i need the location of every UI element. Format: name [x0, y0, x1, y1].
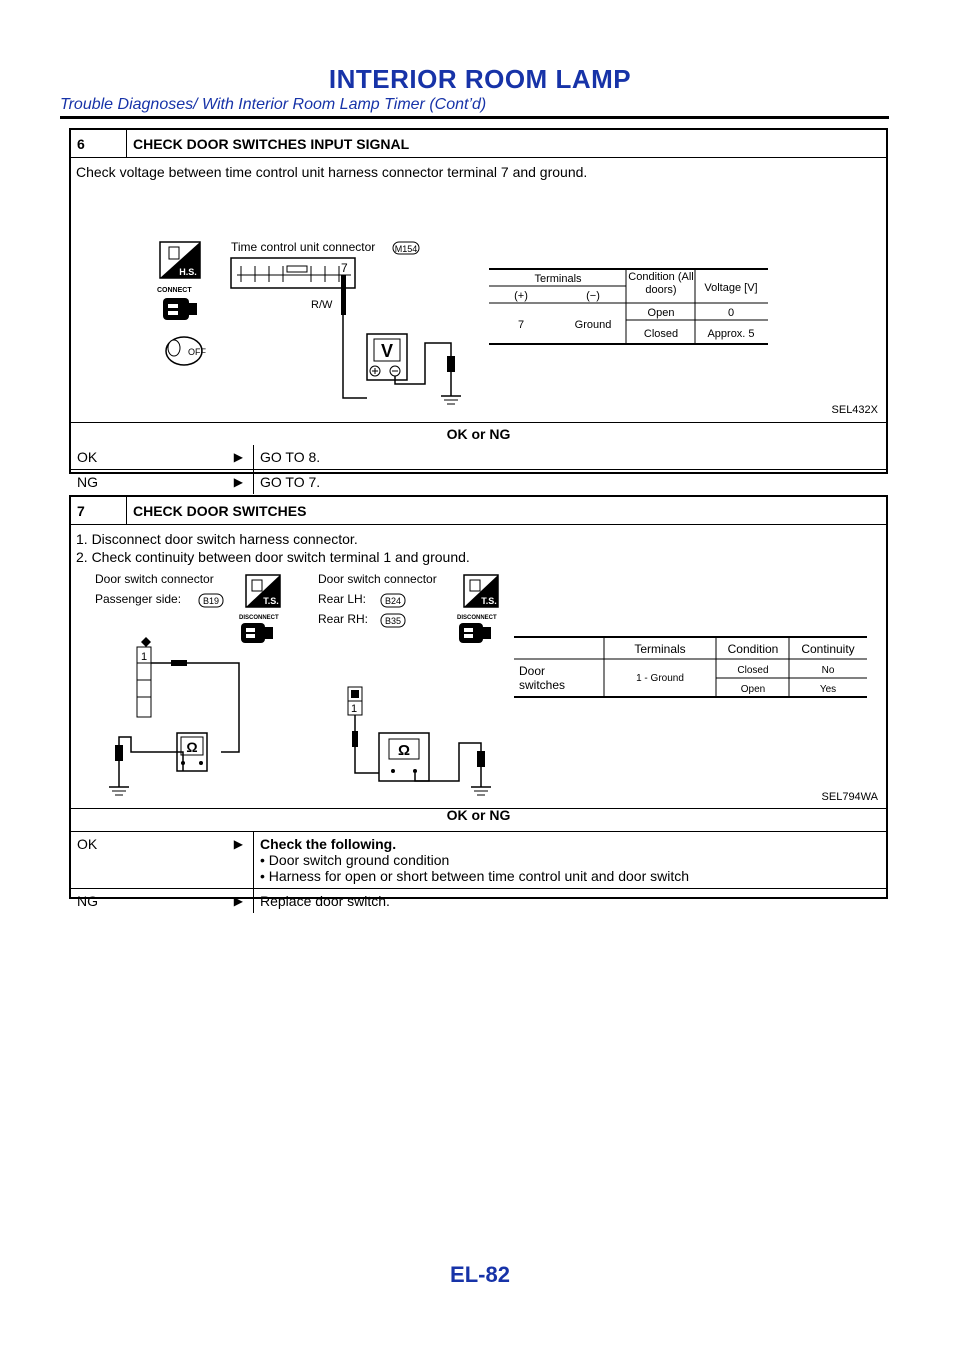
connect-text: CONNECT: [157, 287, 192, 294]
ground-icon: [471, 787, 491, 795]
disconnect-text: DISCONNECT: [239, 615, 279, 621]
step-6-diagram: [71, 158, 886, 418]
td-1-ground: 1 - Ground: [636, 673, 684, 684]
step-7-ok-or-ng: OK or NG: [446, 807, 511, 823]
td-closed: Closed: [643, 328, 679, 340]
ts-icon: [464, 575, 498, 607]
td-closed: Closed: [737, 665, 769, 676]
step-7-body: [71, 525, 886, 809]
th-condition: Condition (All doors): [628, 271, 694, 296]
meter-ohm: Ω: [186, 739, 198, 755]
row-label-switches: switches: [519, 678, 566, 692]
connector-body: [231, 258, 355, 288]
step-7-header: [71, 497, 886, 525]
meter-ohm: Ω: [397, 742, 411, 759]
rear-rh-label: Rear RH:: [318, 612, 369, 626]
ok-bullet-text: Harness for open or short between time control unit and door switch: [268, 868, 690, 884]
header-rule: [60, 116, 889, 119]
wire-color: R/W: [311, 299, 333, 311]
th-terminals: Terminals: [634, 642, 686, 656]
passenger-side-label: Passenger side:: [95, 592, 182, 606]
td-ground: Ground: [574, 319, 612, 331]
th-plus: (+): [514, 290, 528, 302]
voltage-table: [489, 269, 768, 344]
step-6-number: 6: [71, 130, 127, 157]
figure-code-sel794wa: SEL794WA: [821, 791, 878, 803]
figure-code-sel432x: SEL432X: [831, 404, 878, 416]
td-open: Open: [740, 684, 766, 695]
step-6-results: [71, 445, 886, 494]
meter-v: V: [380, 341, 394, 361]
th-continuity: Continuity: [801, 642, 855, 656]
ignition-off-icon: [166, 337, 206, 365]
step-6-box: [69, 128, 888, 490]
result-action: GO TO 8.: [253, 445, 886, 469]
arrow-icon: ▶: [233, 894, 243, 908]
code-b24: B24: [384, 596, 402, 606]
arrow-icon: ▶: [233, 475, 243, 489]
connector-code: M154: [394, 244, 418, 254]
th-condition: Condition: [727, 642, 779, 656]
ok-bullet: • Door switch ground condition: [260, 852, 450, 868]
td-voltage-open: 0: [727, 307, 735, 319]
step-7-box: [69, 495, 888, 909]
voltmeter: [367, 334, 407, 380]
row-label-door: Door: [519, 664, 546, 678]
td-no: No: [821, 665, 835, 676]
ground-icon: [441, 396, 461, 404]
th-minus: (−): [586, 290, 600, 302]
ground-icon: [109, 787, 129, 795]
td-plus-7: 7: [517, 319, 525, 331]
step-6-result-ng: [71, 469, 886, 494]
code-b19: B19: [202, 596, 220, 606]
step-7-result-ng: [71, 888, 886, 913]
result-action: [253, 832, 886, 888]
step-6-title: CHECK DOOR SWITCHES INPUT SIGNAL: [133, 135, 410, 152]
ts-text: T.S.: [263, 596, 279, 606]
connector-label: Time control unit connector: [231, 240, 376, 254]
off-text: OFF: [188, 347, 206, 357]
step-6-header: [71, 130, 886, 158]
step-7-result-ok: [71, 832, 886, 888]
result-key: NG: [77, 893, 98, 909]
result-key: NG: [77, 474, 98, 490]
step-6-body: [71, 158, 886, 442]
left-connector-label: Door switch connector: [95, 572, 214, 586]
arrow-icon: ▶: [233, 837, 243, 851]
continuity-table: [514, 637, 867, 697]
step-7-diagram: [71, 525, 886, 805]
step-6-ok-or-ng: OK or NG: [446, 426, 511, 442]
td-open: Open: [647, 307, 675, 319]
rear-lh-label: Rear LH:: [318, 592, 367, 606]
ok-heading: Check the following.: [260, 836, 397, 852]
disconnect-icon: [459, 623, 491, 643]
terminal-7: 7: [341, 261, 348, 275]
result-key: OK: [77, 836, 98, 852]
right-ohmmeter: [379, 733, 429, 781]
ts-icon: [246, 575, 280, 607]
result-action: GO TO 7.: [253, 470, 886, 494]
page-number: EL-82: [450, 1262, 510, 1287]
disconnect-icon: [241, 623, 273, 643]
ok-bullet-text: Door switch ground condition: [268, 852, 450, 868]
step-6-result-ok: [71, 445, 886, 469]
page-subtitle: Trouble Diagnoses/ With Interior Room Lamp Timer (Cont’d): [60, 96, 487, 113]
code-b35: B35: [384, 616, 402, 626]
step-7-number: 7: [71, 497, 127, 524]
disconnect-text: DISCONNECT: [457, 615, 497, 621]
left-door-connector: [137, 637, 151, 717]
td-yes: Yes: [819, 684, 837, 695]
ts-text: T.S.: [481, 596, 497, 606]
ok-bullet: • Harness for open or short between time control unit and door switch: [260, 868, 690, 884]
connect-icon: [157, 287, 197, 320]
right-terminal-1: 1: [351, 703, 358, 715]
step-6-instruction: Check voltage between time control unit harness connector terminal 7 and ground.: [76, 164, 588, 180]
hs-icon: [160, 242, 200, 278]
result-action: Replace door switch.: [253, 889, 886, 913]
step-7-results: [71, 832, 886, 913]
arrow-icon: ▶: [233, 450, 243, 464]
step-7-title: CHECK DOOR SWITCHES: [133, 502, 307, 519]
th-voltage: Voltage [V]: [704, 282, 758, 294]
left-terminal-1: 1: [141, 651, 148, 663]
step-7-line-1: 1. Disconnect door switch harness connector.: [76, 531, 358, 547]
td-voltage-closed: Approx. 5: [707, 328, 755, 340]
th-terminals: Terminals: [534, 273, 582, 285]
result-key: OK: [77, 449, 98, 465]
page-title: INTERIOR ROOM LAMP: [328, 64, 632, 94]
hs-text: H.S.: [179, 267, 197, 277]
right-connector-label: Door switch connector: [318, 572, 437, 586]
step-7-line-2: 2. Check continuity between door switch terminal 1 and ground.: [76, 549, 470, 565]
